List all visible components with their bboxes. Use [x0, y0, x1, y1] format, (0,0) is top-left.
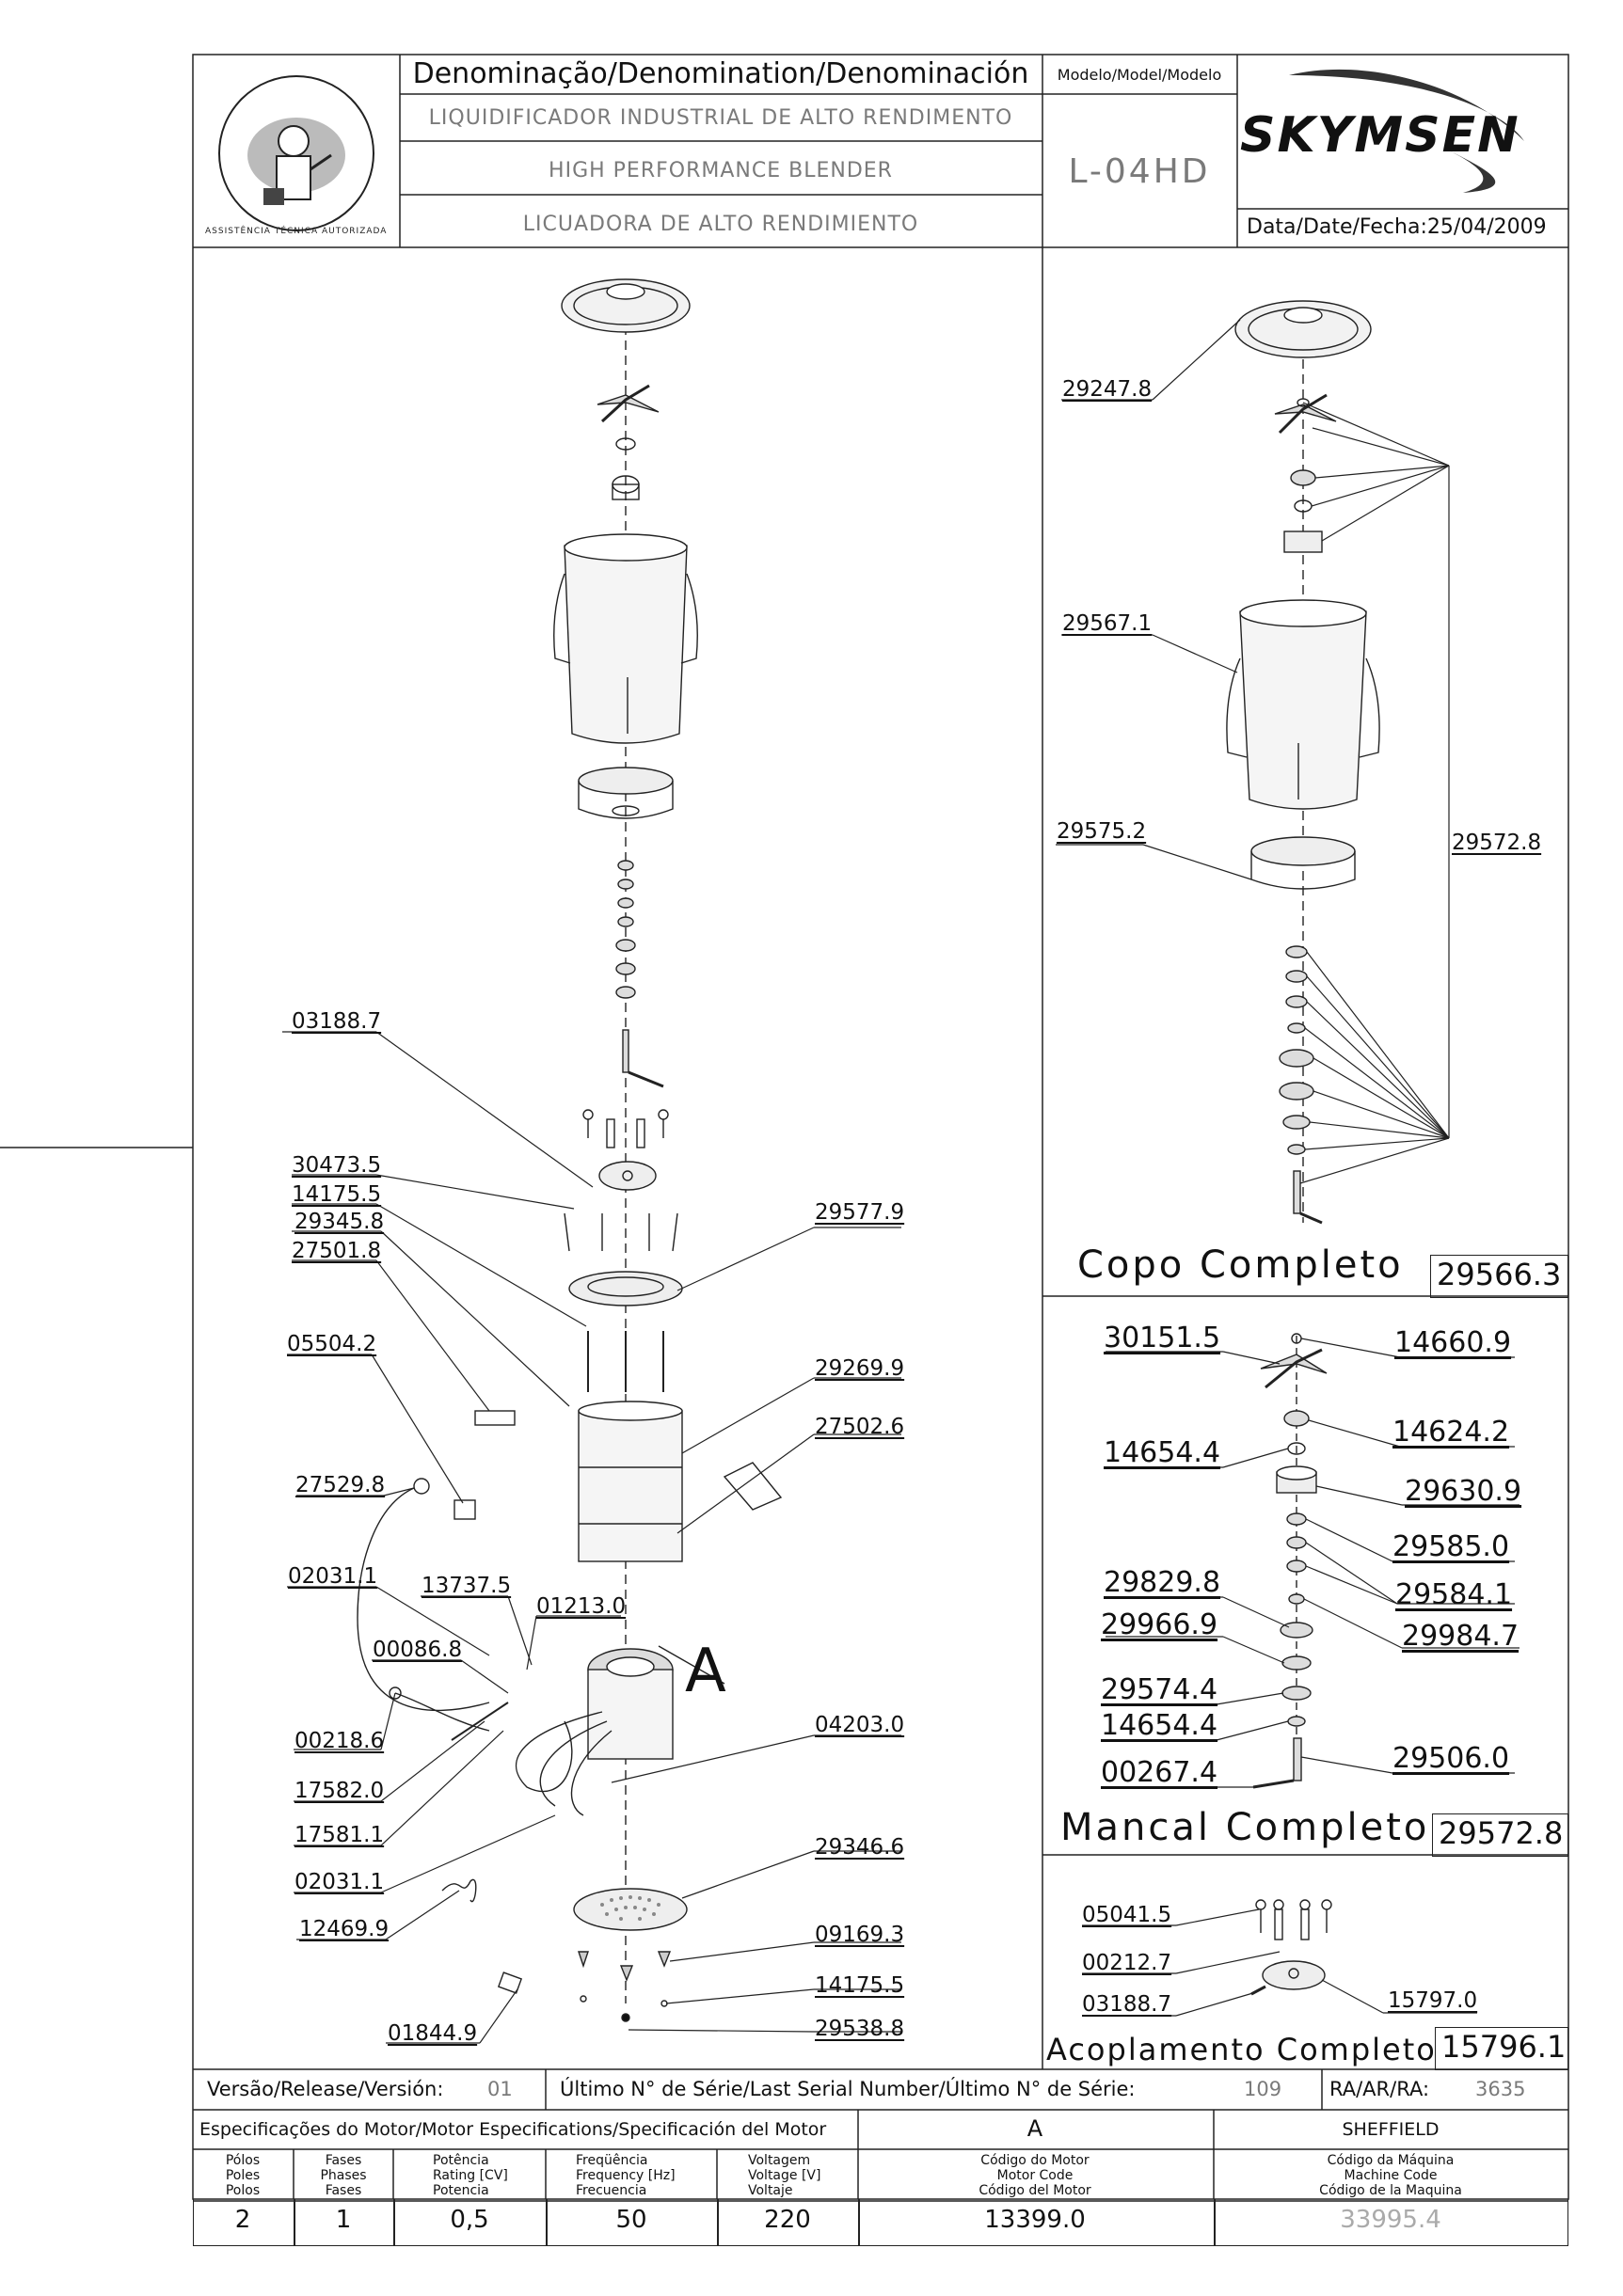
mancal-code: 29572.8: [1432, 1813, 1568, 1857]
col-header-line: Machine Code: [1344, 2168, 1438, 2183]
value-row-divider: [393, 2199, 395, 2246]
value-machine-code: 33995.4: [1340, 2206, 1441, 2234]
col-header-line: Fases: [325, 2183, 362, 2198]
mancal-label: 29585.0: [1392, 1530, 1510, 1563]
copo-exploded-view: [1227, 301, 1379, 1223]
col-header-line: Potência: [433, 2153, 489, 2168]
value-row-divider: [1214, 2199, 1216, 2246]
product-name-es: LICUADORA DE ALTO RENDIMIENTO: [522, 213, 919, 236]
copo-label: 29572.8: [1452, 831, 1542, 855]
acoplamento-label: 00212.7: [1082, 1951, 1172, 1975]
mancal-title: Mancal Completo: [1060, 1806, 1430, 1849]
value-poles: 2: [234, 2206, 251, 2234]
col-header-rating: [433, 2153, 508, 2198]
acoplamento-label: 03188.7: [1082, 1992, 1172, 2017]
copo-label: 29247.8: [1062, 377, 1153, 402]
col-header-phases: [320, 2153, 366, 2198]
part-label: 01844.9: [388, 2021, 478, 2046]
col-header-poles: [226, 2153, 260, 2198]
serial-value: 109: [1244, 2078, 1282, 2100]
acoplamento-title: Acoplamento Completo: [1046, 2032, 1437, 2067]
part-label: 12469.9: [299, 1917, 390, 1941]
value-motor-code: 13399.0: [984, 2206, 1086, 2234]
col-header-line: Voltaje: [748, 2183, 793, 2198]
date-value: 25/04/2009: [1426, 215, 1547, 239]
acoplamento-label: 15797.0: [1388, 1988, 1478, 2013]
mancal-label: 29584.1: [1395, 1578, 1513, 1611]
col-header-line: Frecuencia: [576, 2183, 647, 2198]
acoplamento-code: 15796.1: [1435, 2027, 1568, 2070]
main-exploded-view: [358, 279, 781, 2021]
col-header-line: Motor Code: [996, 2168, 1074, 2183]
part-label: 01213.0: [536, 1594, 627, 1619]
part-label: 27501.8: [292, 1239, 382, 1263]
mancal-label: 29506.0: [1392, 1742, 1510, 1775]
col-header-line: Poles: [225, 2168, 261, 2183]
part-label: 29345.8: [294, 1210, 385, 1234]
value-row-divider: [717, 2199, 719, 2246]
col-header-line: Fases: [325, 2153, 362, 2168]
motor-spec-title: Especificações do Motor/Motor Especifications/Specificación del Motor: [199, 2119, 827, 2140]
part-label: 03188.7: [292, 1009, 382, 1034]
col-header-line: Frequency [Hz]: [576, 2168, 676, 2183]
part-label: 00218.6: [294, 1729, 385, 1753]
col-header-line: Freqüência: [576, 2153, 648, 2168]
mancal-label: 29966.9: [1101, 1608, 1218, 1641]
col-header-line: Voltagem: [748, 2153, 811, 2168]
product-name-pt: LIQUIDIFICADOR INDUSTRIAL DE ALTO RENDIMENTO: [428, 106, 1013, 130]
value-phases: 1: [335, 2206, 352, 2234]
model-title: Modelo/Model/Modelo: [1057, 66, 1222, 84]
part-label: 29538.8: [815, 2017, 905, 2041]
authorized-service-seal: [219, 76, 374, 230]
part-label: 29269.9: [815, 1356, 905, 1381]
mancal-exploded-view: [1253, 1334, 1327, 1787]
value-voltage: 220: [764, 2206, 811, 2234]
mancal-label: 14654.4: [1104, 1436, 1221, 1469]
detail-letter: A: [685, 1637, 726, 1706]
mancal-label: 00267.4: [1101, 1756, 1218, 1789]
part-label: 29346.6: [815, 1835, 905, 1860]
col-header-line: Pólos: [225, 2153, 261, 2168]
machine-name: SHEFFIELD: [1342, 2119, 1440, 2140]
mancal-label: 14660.9: [1394, 1326, 1512, 1359]
part-label: 29577.9: [815, 1200, 905, 1225]
col-header-line: Código del Motor: [979, 2183, 1091, 2198]
part-label: 04203.0: [815, 1713, 905, 1737]
model-value: L-04HD: [1068, 152, 1211, 191]
col-header-line: Código de la Maquina: [1319, 2183, 1462, 2198]
copo-title: Copo Completo: [1077, 1243, 1404, 1287]
part-label: 14175.5: [815, 1973, 905, 1998]
part-label: 14175.5: [292, 1182, 382, 1207]
part-label: 00086.8: [373, 1638, 463, 1662]
value-rating: 0,5: [450, 2206, 489, 2234]
col-header-line: Código da Máquina: [1327, 2153, 1455, 2168]
date-label: [1247, 217, 1547, 238]
mancal-label: 29574.4: [1101, 1673, 1218, 1706]
copo-label: 29567.1: [1062, 611, 1153, 636]
mancal-label: 14624.2: [1392, 1416, 1510, 1449]
col-header-line: Rating [CV]: [433, 2168, 508, 2183]
col-header-line: Polos: [225, 2183, 261, 2198]
ra-value: 3635: [1475, 2078, 1526, 2100]
mancal-label: 30151.5: [1104, 1322, 1221, 1354]
col-header-line: Voltage [V]: [748, 2168, 821, 2183]
col-header-frequency: [576, 2153, 676, 2198]
mancal-label: 29829.8: [1104, 1566, 1221, 1599]
col-header-line: Phases: [320, 2168, 367, 2183]
acoplamento-view: [1251, 1900, 1331, 1994]
mancal-label: 29984.7: [1402, 1620, 1520, 1653]
motor-group: A: [1026, 2115, 1043, 2142]
col-header-motor-code: [979, 2153, 1090, 2198]
denomination-title: Denominação/Denomination/Denominación: [412, 57, 1029, 90]
seal-text: ASSISTÊNCIA TÉCNICA AUTORIZADA: [205, 227, 388, 236]
version-label: Versão/Release/Versión:: [207, 2078, 444, 2100]
product-name-en: HIGH PERFORMANCE BLENDER: [549, 159, 893, 182]
col-header-line: Potencia: [433, 2183, 489, 2198]
brand-logo: SKYMSEN: [1240, 107, 1520, 164]
copo-code: 29566.3: [1430, 1255, 1568, 1298]
value-row-divider: [546, 2199, 548, 2246]
version-value: 01: [487, 2078, 513, 2100]
part-label: 27502.6: [815, 1415, 905, 1439]
part-label: 09169.3: [815, 1923, 905, 1947]
date-label-text: Data/Date/Fecha:: [1247, 215, 1427, 239]
copo-label: 29575.2: [1057, 819, 1147, 844]
ra-label: RA/AR/RA:: [1329, 2078, 1430, 2100]
col-header-machine-code: [1319, 2153, 1462, 2198]
part-label: 13737.5: [422, 1574, 512, 1598]
part-label: 17582.0: [294, 1779, 385, 1803]
serial-label: Último N° de Série/Last Serial Number/Último N° de Série:: [560, 2078, 1136, 2100]
value-frequency: 50: [615, 2206, 647, 2234]
col-header-voltage: [748, 2153, 820, 2198]
value-row-border: [193, 2199, 1568, 2246]
part-label: 27529.8: [295, 1473, 386, 1497]
part-label: 30473.5: [292, 1153, 382, 1178]
mancal-label: 29630.9: [1405, 1475, 1522, 1508]
part-label: 17581.1: [294, 1823, 385, 1847]
part-label: 02031.1: [294, 1870, 385, 1894]
acoplamento-label: 05041.5: [1082, 1903, 1172, 1927]
mancal-label: 14654.4: [1101, 1709, 1218, 1742]
value-row-divider: [858, 2199, 860, 2246]
col-header-line: Código do Motor: [980, 2153, 1090, 2168]
value-row-divider: [294, 2199, 295, 2246]
part-label: 05504.2: [287, 1332, 377, 1356]
part-label: 02031.1: [288, 1564, 378, 1589]
